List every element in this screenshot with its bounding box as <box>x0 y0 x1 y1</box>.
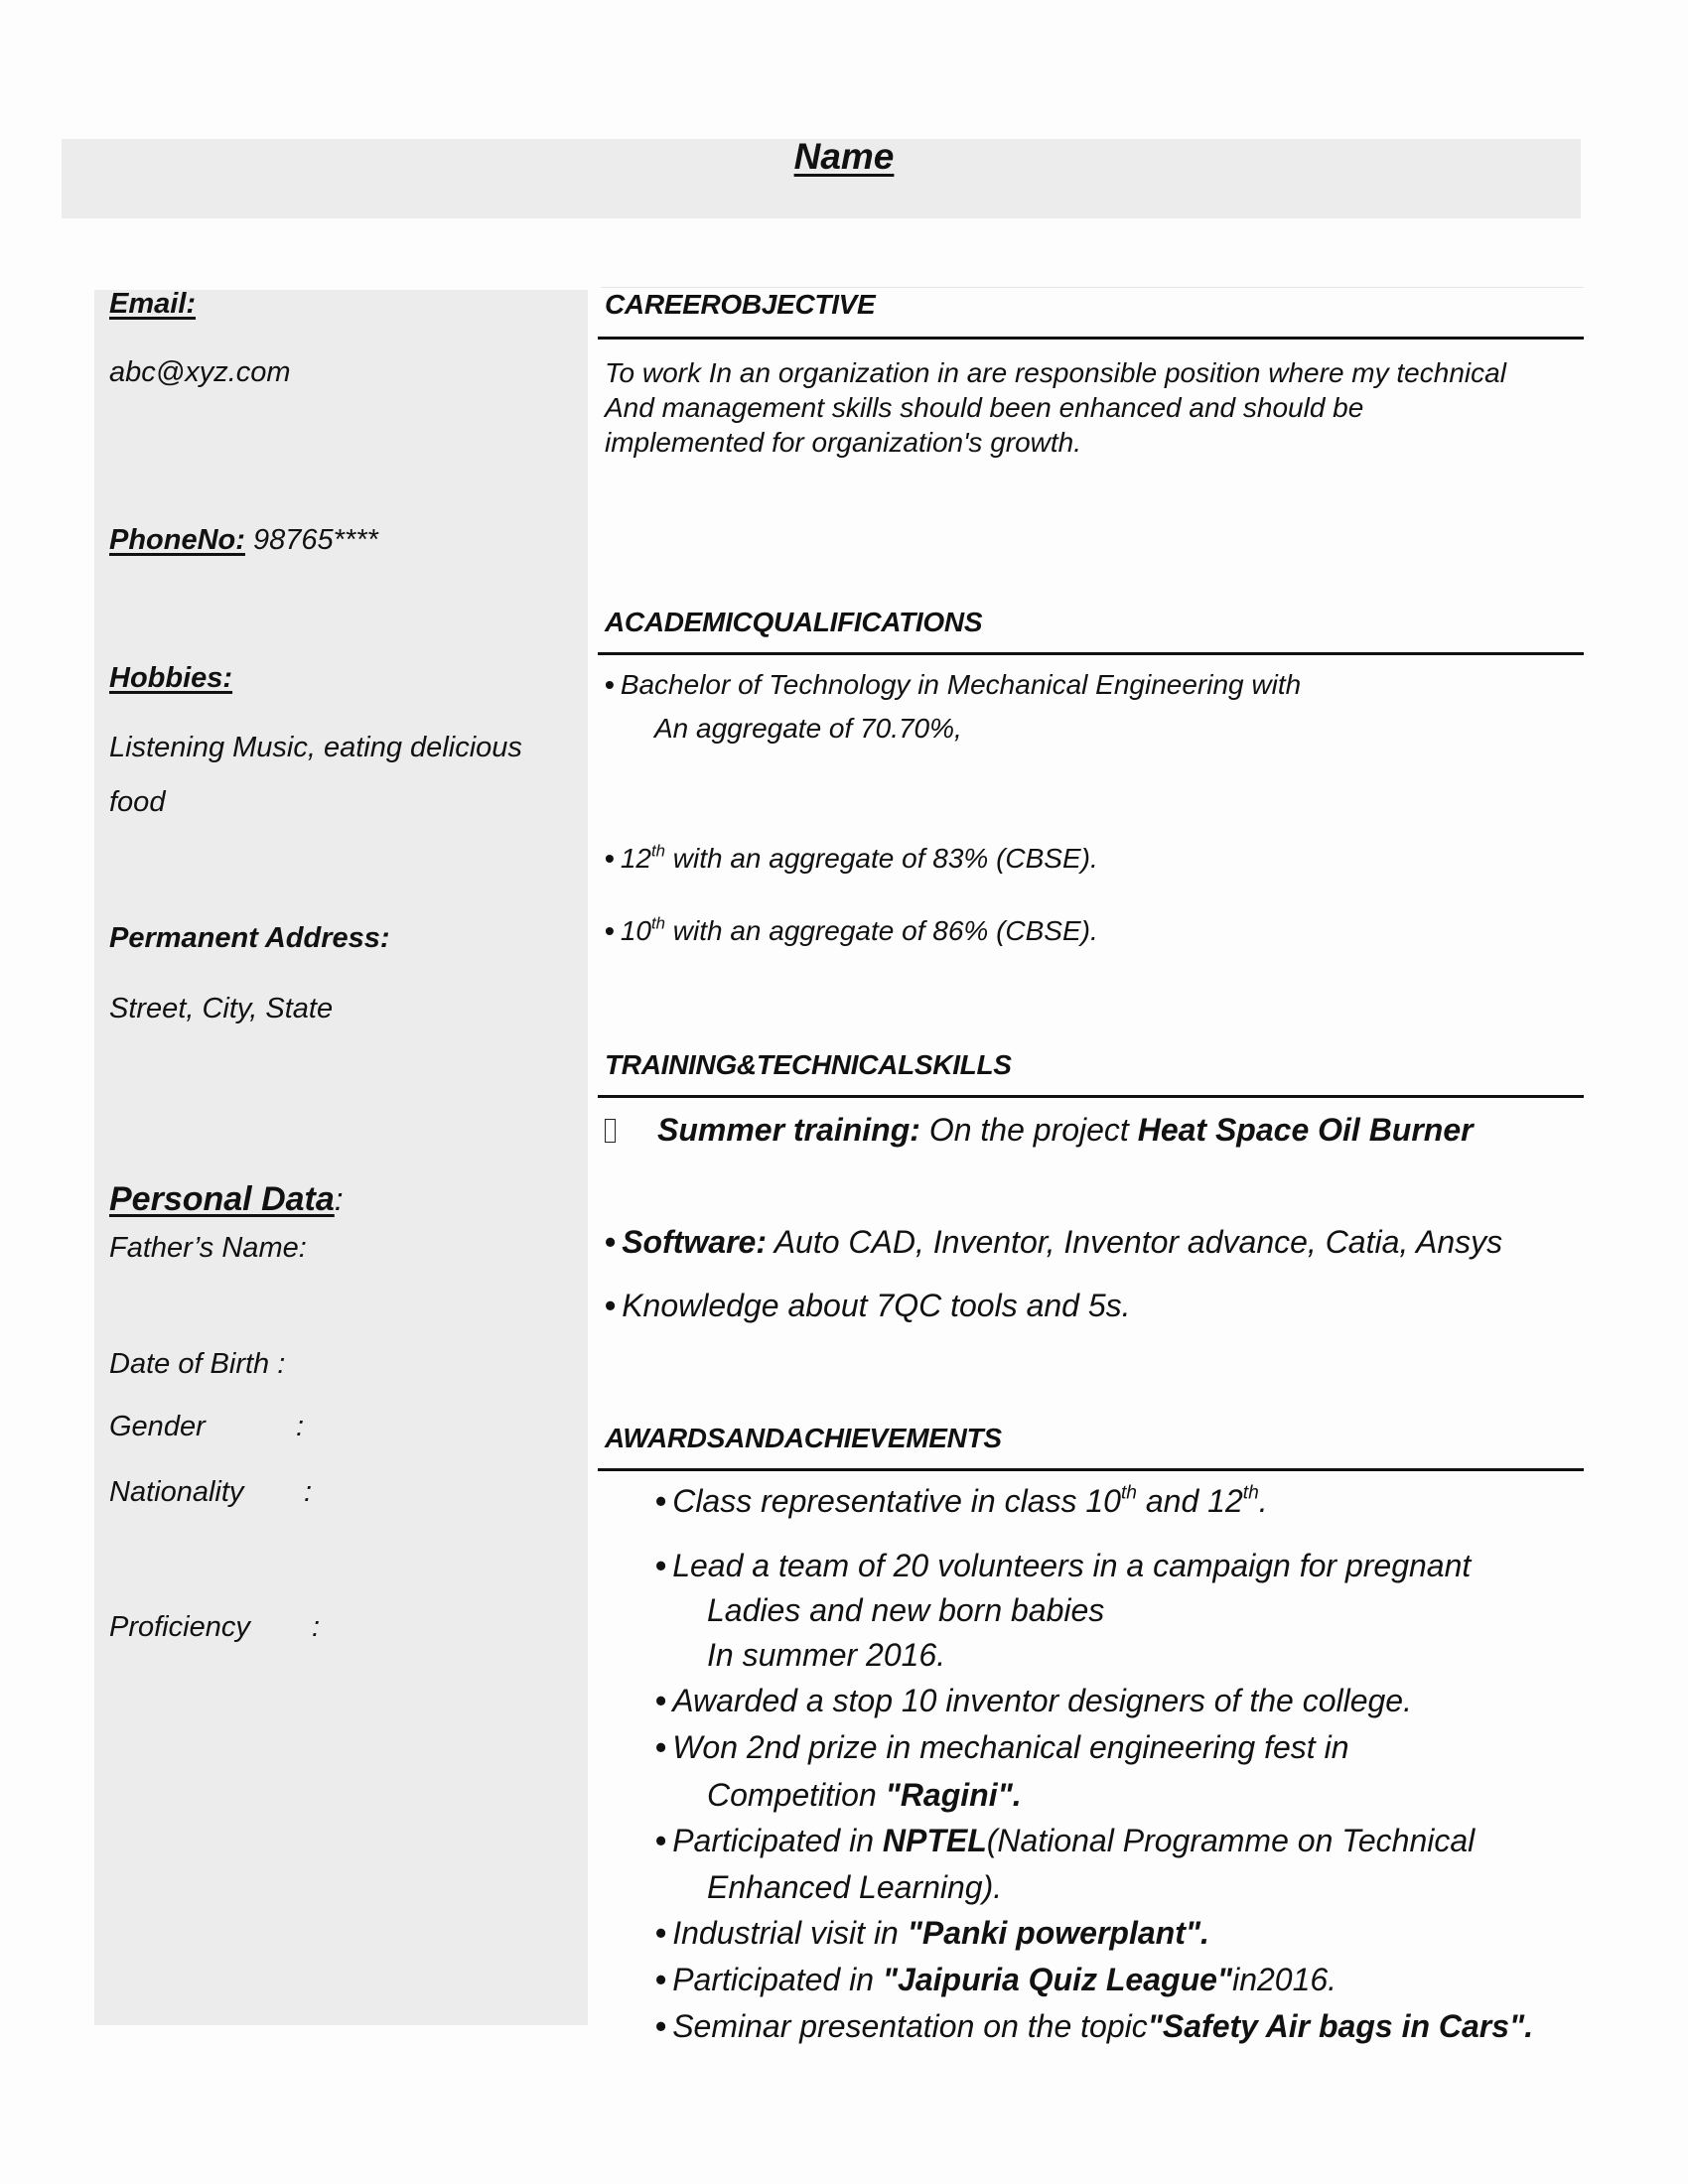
career-objective-heading: CAREEROBJECTIVE <box>605 289 876 320</box>
gender-row <box>109 1411 305 1443</box>
phone-section <box>109 524 378 557</box>
missing-glyph-icon <box>605 1119 616 1143</box>
academic-qualifications-heading: ACADEMICQUALIFICATIONS <box>605 607 983 637</box>
nationality-colon: : <box>304 1476 313 1508</box>
bullet-icon: • <box>605 669 615 700</box>
award-item-won: • Won 2nd prize in mechanical engineering fest in <box>655 1729 1349 1765</box>
bullet-icon: • <box>605 1224 617 1260</box>
personal-data-heading <box>109 1180 344 1219</box>
training-skills-heading: TRAINING&TECHNICALSKILLS <box>605 1049 1012 1080</box>
bullet-icon: • <box>655 1729 667 1765</box>
nationality-row <box>109 1476 313 1509</box>
hobbies-section <box>109 662 232 695</box>
proficiency-colon: : <box>312 1611 321 1643</box>
academic-item-10th: • 10th with an aggregate of 86% (CBSE). <box>605 913 1098 946</box>
training-item-knowledge: • Knowledge about 7QC tools and 5s. <box>605 1288 1131 1323</box>
training-item-software: • Software: Auto CAD, Inventor, Inventor advance, Catia, Ansys <box>605 1224 1503 1260</box>
nationality-label: Nationality <box>109 1476 244 1508</box>
award-item-nptel: • Participated in NPTEL(National Programme on Technical <box>655 1823 1476 1858</box>
personal-data-title: Personal Data <box>109 1180 335 1218</box>
award-item-won-line-2: Competition "Ragini". <box>707 1777 1022 1813</box>
training-skills-rule <box>598 1095 1584 1098</box>
award-item-quiz: • Participated in "Jaipuria Quiz League"in2016. <box>655 1962 1337 1997</box>
gender-label: Gender <box>109 1411 206 1442</box>
training-item-summer: Summer training: On the project Heat Space Oil Burner <box>605 1113 1474 1148</box>
bullet-icon: • <box>605 843 615 874</box>
hobbies-line-1: Listening Music, eating delicious <box>109 732 522 763</box>
academic-item-btech-line-2: An aggregate of 70.70%, <box>654 713 962 744</box>
address-label: Permanent Address: <box>109 922 390 954</box>
career-objective-rule <box>598 337 1584 340</box>
bullet-icon: • <box>655 1683 667 1718</box>
awards-rule <box>598 1468 1584 1471</box>
email-section <box>109 288 196 321</box>
hobbies-line-2: food <box>109 786 166 818</box>
award-item-nptel-line-2: Enhanced Learning). <box>707 1869 1003 1905</box>
award-item-lead-line-3: In summer 2016. <box>707 1637 946 1673</box>
award-item-awarded: • Awarded a stop 10 inventor designers of the college. <box>655 1683 1412 1718</box>
candidate-name: Name <box>793 136 895 177</box>
bullet-icon: • <box>655 1548 667 1583</box>
academic-qualifications-rule <box>598 652 1584 655</box>
gender-colon: : <box>296 1411 305 1442</box>
bullet-icon: • <box>655 1823 667 1858</box>
award-item-seminar: • Seminar presentation on the topic"Safety Air bags in Cars". <box>655 2008 1534 2044</box>
bullet-icon: • <box>605 1288 617 1323</box>
address-section <box>109 922 390 955</box>
bullet-icon: • <box>655 1915 667 1951</box>
career-objective-line-2: And management skills should been enhanced and should be <box>605 392 1364 423</box>
address-value: Street, City, State <box>109 993 334 1024</box>
career-objective-line-1: To work In an organization in are responsible position where my technical <box>605 357 1506 388</box>
top-divider <box>601 287 1584 288</box>
hobbies-label: Hobbies: <box>109 662 233 694</box>
academic-item-12th: • 12th with an aggregate of 83% (CBSE). <box>605 841 1098 874</box>
academic-item-btech: • Bachelor of Technology in Mechanical Engineering with <box>605 669 1302 700</box>
award-item-lead-line-2: Ladies and new born babies <box>707 1592 1105 1628</box>
phone-label: PhoneNo: <box>109 524 245 556</box>
bullet-icon: • <box>655 2008 667 2044</box>
career-objective-line-3: implemented for organization's growth. <box>605 427 1082 458</box>
bullet-icon: • <box>605 915 615 946</box>
award-item-industrial: • Industrial visit in "Panki powerplant". <box>655 1915 1209 1951</box>
phone-value: 98765**** <box>244 524 378 556</box>
personal-data-colon: : <box>334 1181 344 1217</box>
bullet-icon: • <box>655 1483 667 1519</box>
email-label: Email: <box>109 288 197 320</box>
award-item-class-rep: • Class representative in class 10th and 12th. <box>655 1482 1268 1519</box>
awards-heading: AWARDSANDACHIEVEMENTS <box>605 1423 1002 1453</box>
proficiency-label: Proficiency <box>109 1611 250 1643</box>
fathers-name-label: Father’s Name: <box>109 1232 307 1264</box>
email-value: abc@xyz.com <box>109 356 291 388</box>
proficiency-row <box>109 1611 321 1644</box>
bullet-icon: • <box>655 1962 667 1997</box>
date-of-birth-label: Date of Birth : <box>109 1348 286 1380</box>
award-item-lead: • Lead a team of 20 volunteers in a campaign for pregnant <box>655 1548 1472 1583</box>
